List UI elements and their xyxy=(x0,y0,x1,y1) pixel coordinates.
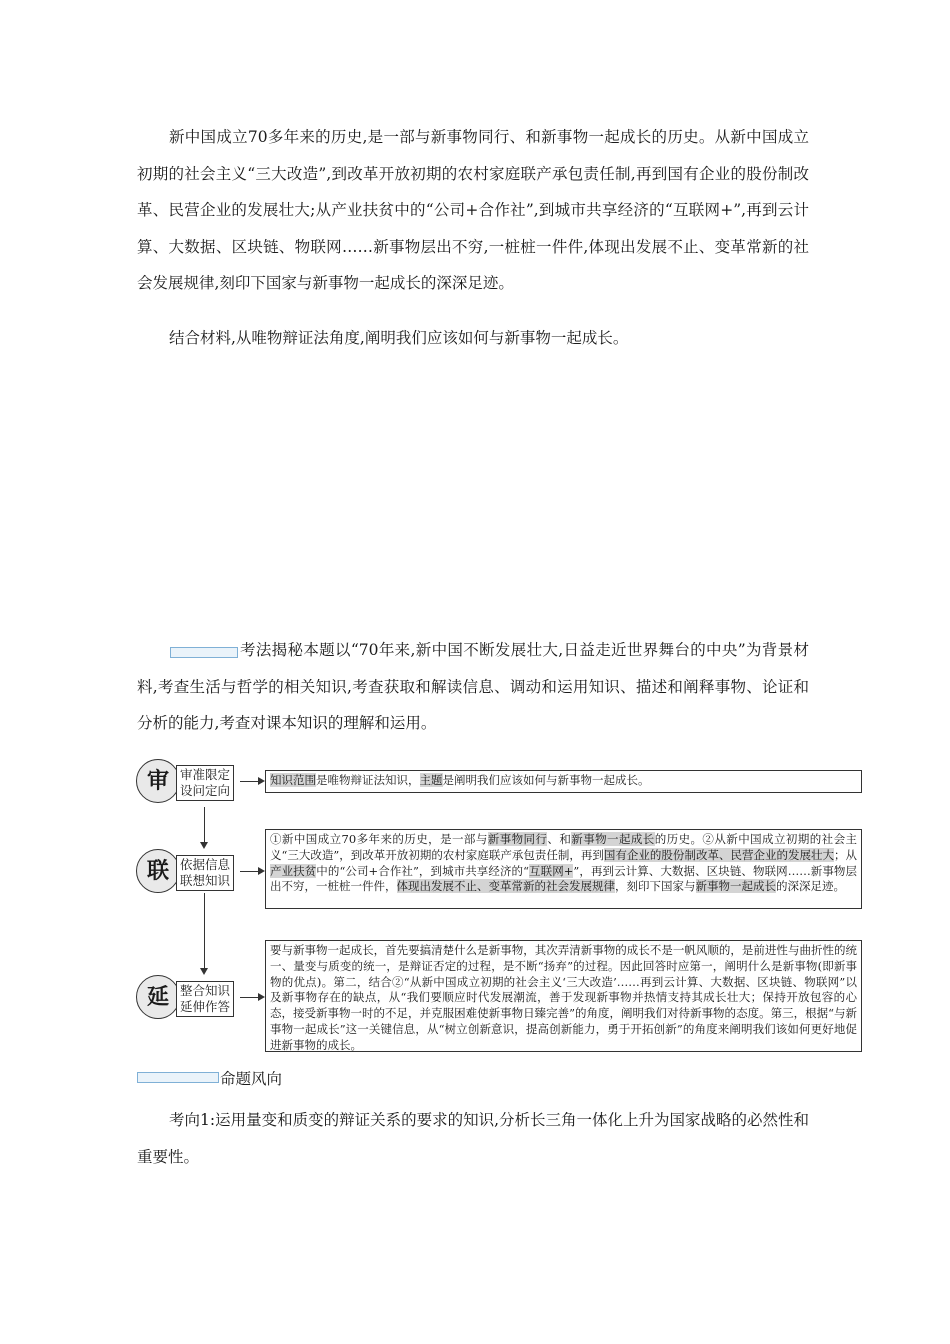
arrow-right-icon xyxy=(258,777,265,785)
material-paragraph: 新中国成立70多年来的历史,是一部与新事物同行、和新事物一起成长的历史。从新中国成立初期的社会主义“三大改造”,到改革开放初期的农村家庭联产承包责任制,再到国有企业的股份制改革、民营企业的发展壮大;从产业扶贫中的“公司+合作社”,到城市共享经济的“互联网+”,再到云计算、大数据、区块链、物联网……新事物层出不穷,一桩桩一件件,体现出发展不止、变革常新的社会发展规律,刻印下国家与新事物一起成长的深深足迹。 xyxy=(137,128,809,292)
highlighted-text: 新事物一起成长 xyxy=(571,832,655,846)
label-line: 依据信息 xyxy=(180,857,231,872)
highlighted-text: 产业扶贫 xyxy=(270,863,317,878)
analysis-heading: 考法揭秘 xyxy=(240,641,304,659)
highlighted-text: 新事物同行 xyxy=(487,832,548,846)
step-content-box xyxy=(265,770,862,793)
content-text: 是阐明我们应该如何与新事物一起成长。 xyxy=(442,773,650,787)
label-line: 设问定向 xyxy=(180,783,231,798)
content-text: ①新中国成立70多年来的历史，是一部与 xyxy=(270,832,488,846)
content-text: ；从 xyxy=(834,847,858,862)
highlighted-text: 新事物一起成长 xyxy=(695,879,776,894)
content-text: ”，再到云计算、大数据、区块链、物联网……新事物层出不穷，一桩桩一件件， xyxy=(270,863,857,894)
analysis-text: 本题以“70年来,新中国不断发展壮大,日益走近世界舞台的中央”为背景材料,考查生活与哲学的相关知识,考查获取和解读信息、调动和运用知识、描述和阐释事物、论证和分析的能力,考查对课本知识的理解和运用。 xyxy=(137,641,809,732)
step-circle-yan: 延 xyxy=(136,975,180,1019)
connector-line xyxy=(240,997,260,998)
question-text: 结合材料,从唯物辩证法角度,阐明我们应该如何与新事物一起成长。 xyxy=(169,329,629,347)
step-circle-lian: 联 xyxy=(136,849,180,893)
content-text: 、和 xyxy=(547,832,572,846)
label-line: 延伸作答 xyxy=(180,999,231,1014)
arrow-right-icon xyxy=(258,867,265,875)
content-text: ，刻印下国家与 xyxy=(615,879,696,894)
trend-paragraph: 考向1:运用量变和质变的辩证关系的要求的知识,分析长三角一体化上升为国家战略的必然性和重要性。 xyxy=(137,1111,810,1166)
highlighted-text: 主题 xyxy=(419,773,443,787)
step-label-shen xyxy=(176,765,234,801)
step-label-yan xyxy=(176,981,234,1017)
arrow-down-icon xyxy=(200,842,208,849)
connector-line xyxy=(240,781,260,782)
content-text: 中的“公司+合作社”，到城市共享经济的“ xyxy=(316,863,529,878)
highlighted-text: 体现出发展不止、变革常新的社会发展规律 xyxy=(396,879,615,894)
content-text: 的历史。②从新中国成立初期的社会主义“三大改造”，到改革开放初期的农村家庭联产承包责任制，再到 xyxy=(270,832,858,862)
step-label-lian xyxy=(176,855,234,891)
highlighted-text: 知识范围 xyxy=(270,773,316,787)
step-circle-shen: 审 xyxy=(136,759,180,803)
trend-heading: 命题风向 xyxy=(220,1070,283,1088)
connector-line xyxy=(204,893,205,973)
highlighted-text: 国有企业的股份制改革、民营企业的发展壮大 xyxy=(603,847,834,862)
step-content-box xyxy=(265,940,862,1052)
label-line: 整合知识 xyxy=(180,983,231,998)
content-text: 的深深足迹。 xyxy=(776,879,845,894)
connector-line xyxy=(240,871,260,872)
connector-line xyxy=(204,807,205,847)
content-text: 要与新事物一起成长，首先要搞清楚什么是新事物，其次弄清新事物的成长不是一帆风顺的，是前进性与曲折性的统一、量变与质变的统一，是辩证否定的过程，是不断“扬弃”的过程。因此回答时应第一，阐明什么是新事物(即新事物的优点)。第二，结合②“从新中国成立初期的社会主义‘三大改造’……再到云计算、大数据、区块链、物联网”以及新事物存在的缺点，从“我们要顺应时代发展潮流，善于发现新事物并热情支持其成长壮大；保持开放包容的心态，接受新事物一时的不足，并克服困难使新事物日臻完善”的角度，阐明我们对待新事物的态度。第三，根据“与新事物一起成长”这一关键信息，从“树立创新意识，提高创新能力，勇于开拓创新”的角度来阐明我们该如何更好地促进新事物的成长。 xyxy=(270,943,857,1052)
content-text: 是唯物辩证法知识， xyxy=(316,773,420,787)
highlighted-text: 互联网+ xyxy=(528,863,574,878)
step-content-box xyxy=(265,829,862,909)
arrow-down-icon xyxy=(200,968,208,975)
section-marker xyxy=(137,1072,219,1083)
analysis-paragraph xyxy=(137,632,809,742)
arrow-right-icon xyxy=(258,993,265,1001)
label-line: 审准限定 xyxy=(180,767,231,782)
label-line: 联想知识 xyxy=(180,873,231,888)
